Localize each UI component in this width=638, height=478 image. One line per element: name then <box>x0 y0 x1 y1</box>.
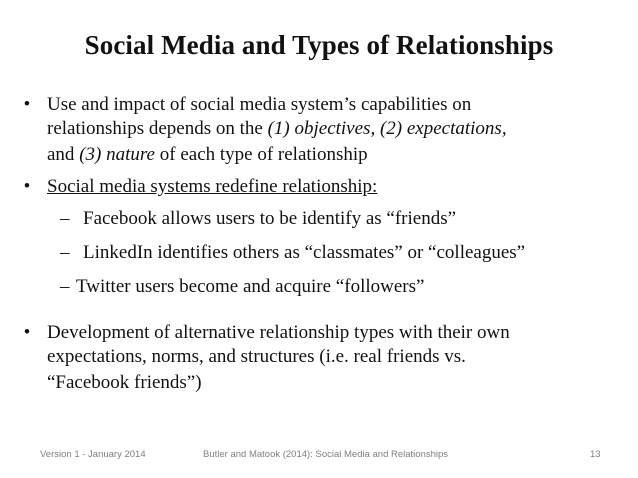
subitem-3-text: Twitter users become and acquire “followers” <box>76 276 425 297</box>
footer-page-number: 13 <box>590 449 601 460</box>
footer-version: Version 1 - January 2014 <box>40 449 146 460</box>
subitem-1-text: Facebook allows users to be identify as “friends” <box>83 208 457 229</box>
bullet-1-line-3-italic: (3) nature <box>79 144 155 165</box>
bullet-1-line-2-text: relationships depends on the <box>47 118 268 139</box>
bullet-1-line-3-post: of each type of relationship <box>155 144 368 165</box>
bullet-1-line-1: Use and impact of social media system’s capabilities on <box>47 94 472 115</box>
bullet-2-text: Social media systems redefine relationship: <box>47 176 378 197</box>
bullet-3-line-1: Development of alternative relationship types with their own <box>47 322 510 343</box>
subitem-2-text: LinkedIn identifies others as “classmates” or “colleagues” <box>83 242 526 263</box>
subitem-2-dash: – <box>60 242 70 263</box>
bullet-1-line-2-italic: (1) objectives, (2) expectations, <box>267 118 507 139</box>
slide-title: Social Media and Types of Relationships <box>84 30 554 60</box>
bullet-3-line-2: expectations, norms, and structures (i.e. real friends vs. <box>47 346 466 367</box>
bullet-3-marker: • <box>23 322 31 343</box>
bullet-1-line-2 <box>47 118 507 140</box>
bullet-3-line-3: “Facebook friends”) <box>47 372 202 393</box>
subitem-3-dash: – <box>60 276 70 297</box>
bullet-2-marker: • <box>23 176 31 197</box>
footer-source: Butler and Matook (2014): Social Media and Relationships <box>203 449 449 460</box>
subitem-1-dash: – <box>60 208 70 229</box>
bullet-1-line-3 <box>47 144 368 166</box>
bullet-1-line-3-pre: and <box>47 144 80 165</box>
bullet-1-marker: • <box>23 94 31 115</box>
